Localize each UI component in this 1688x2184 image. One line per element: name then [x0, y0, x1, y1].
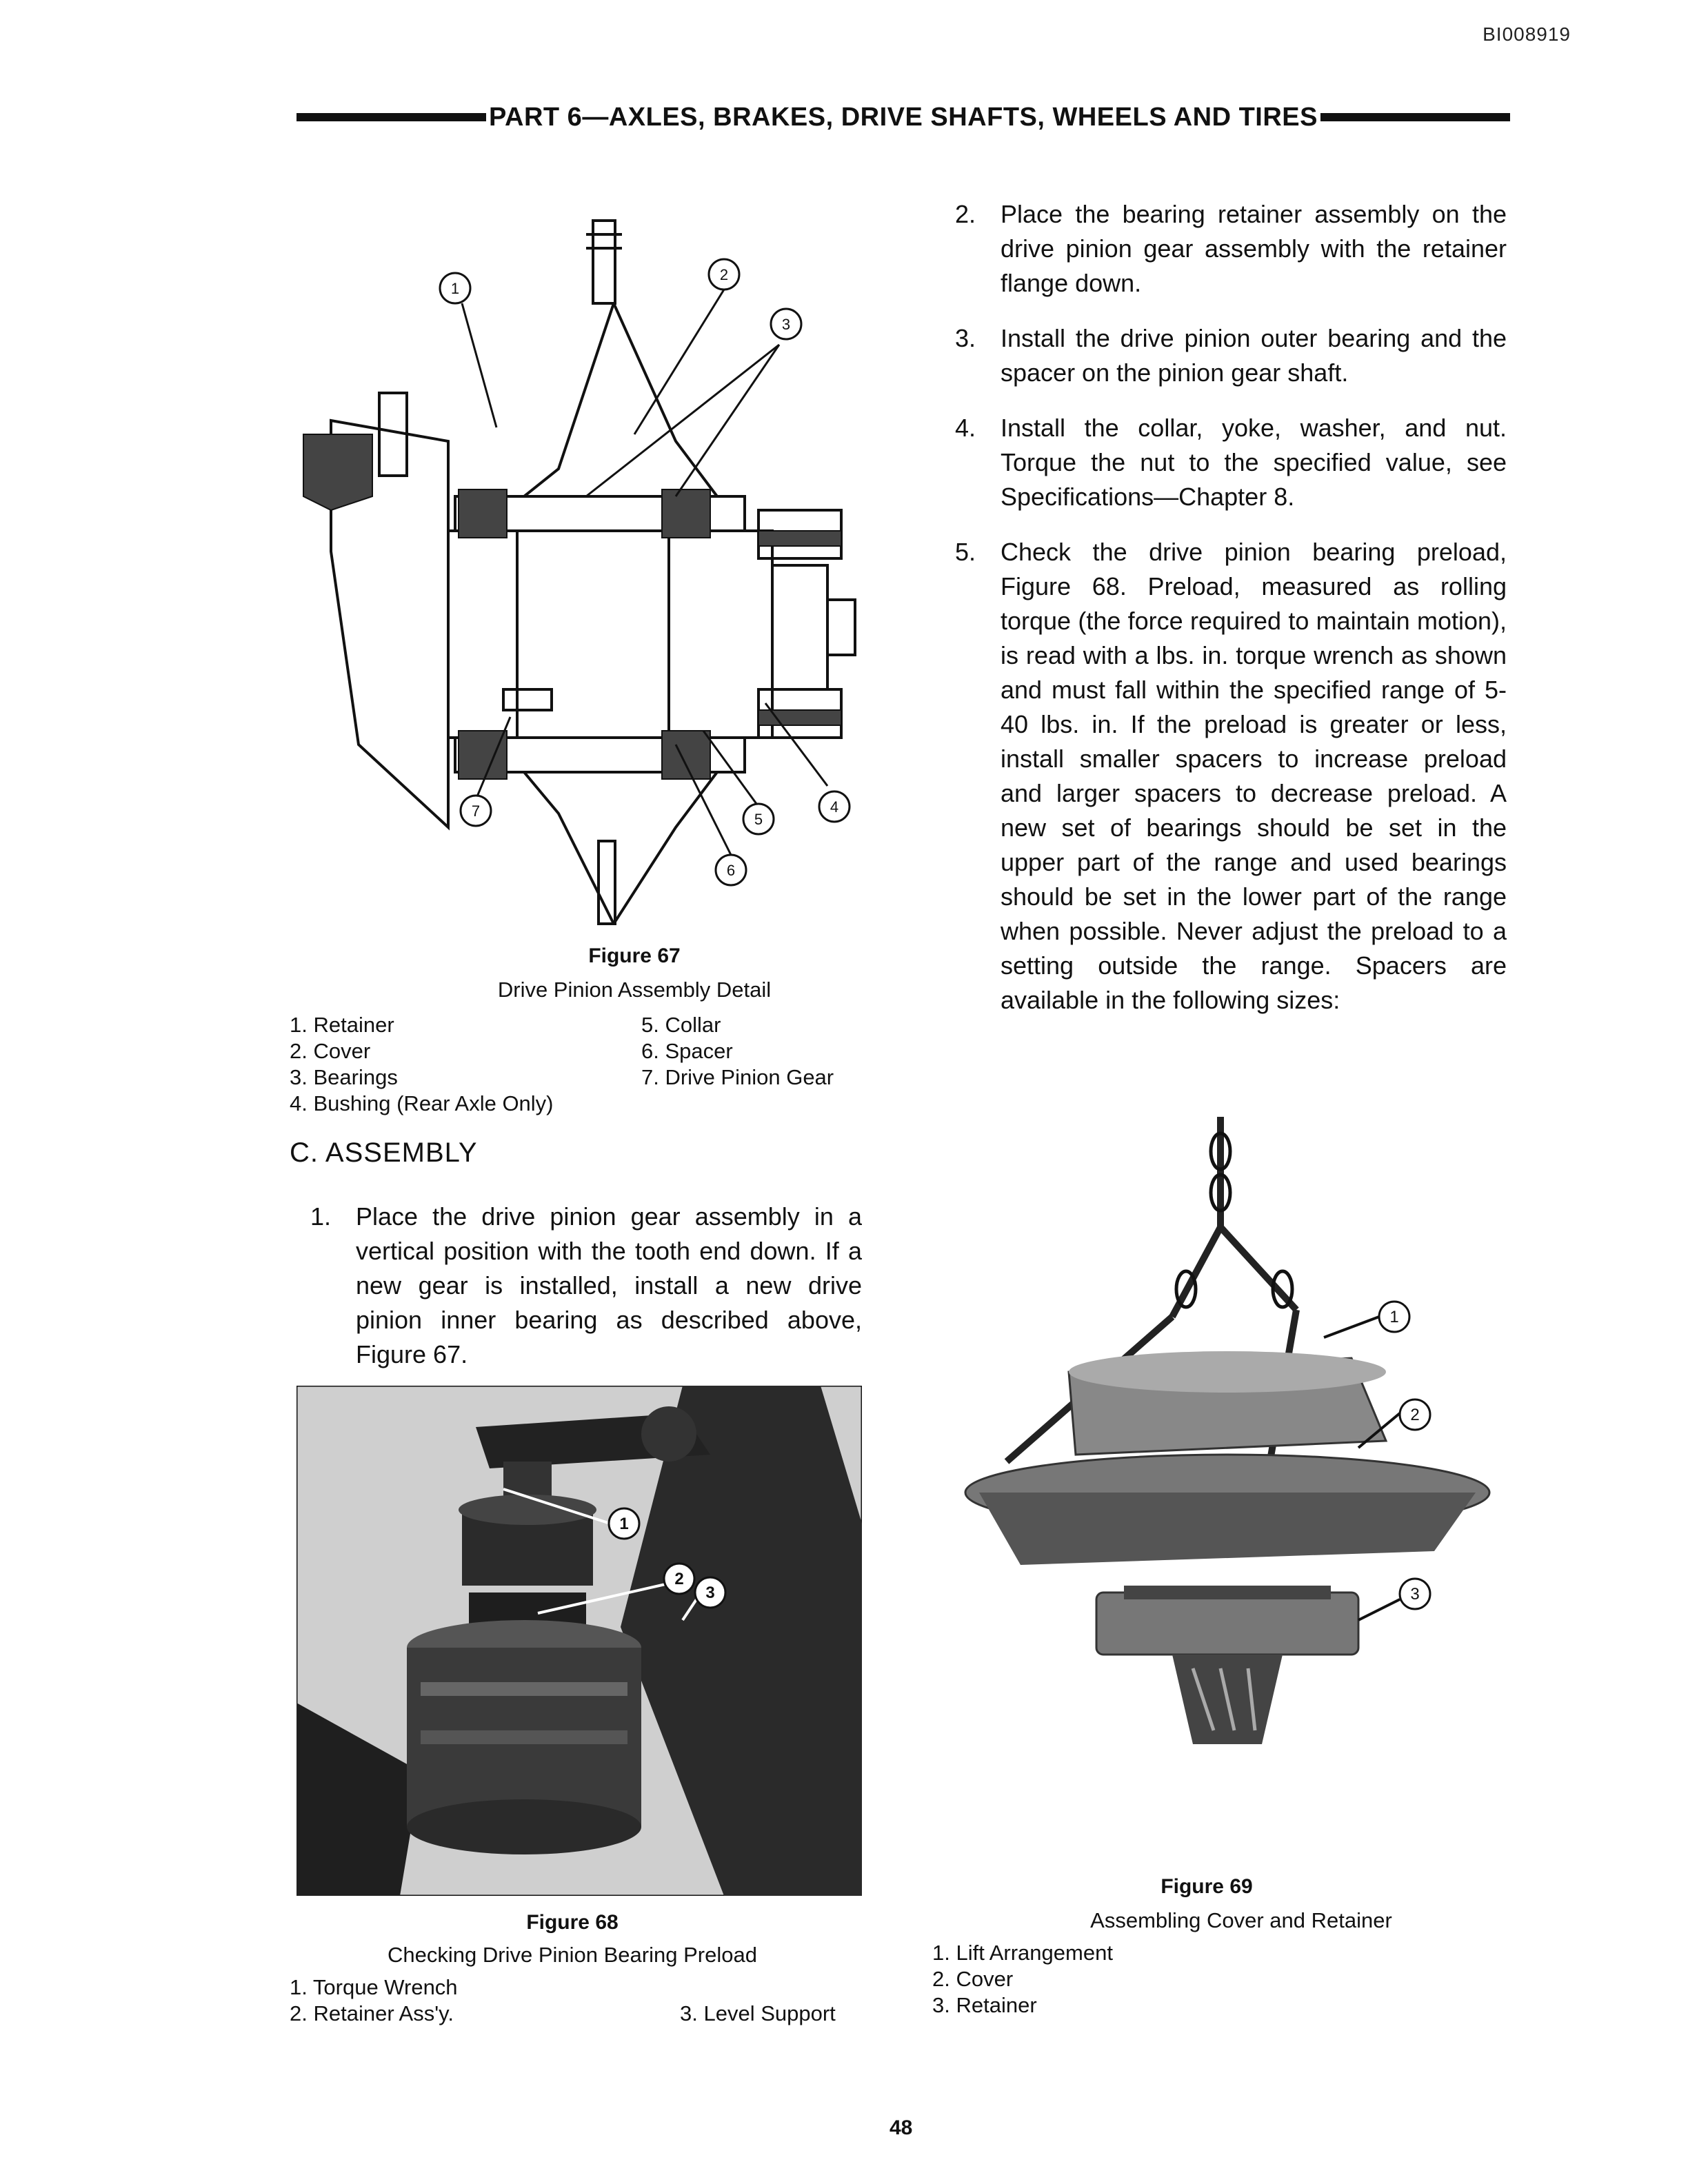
legend-item: 1. Retainer: [290, 1013, 394, 1037]
step-text: Place the bearing retainer assembly on the drive pinion gear assembly with the retainer flange down.: [1001, 200, 1507, 297]
fig69-callout-3: 3: [1410, 1585, 1420, 1604]
legend-item: 4. Bushing (Rear Axle Only): [290, 1091, 554, 1115]
step-5: [955, 535, 1507, 1018]
figure-68-legend-left: [290, 1974, 634, 2027]
step-1: [310, 1200, 862, 1372]
preload-photo: [297, 1386, 862, 1896]
legend-item: 1. Torque Wrench: [290, 1975, 458, 1999]
fig67-callout-1: 1: [450, 280, 460, 297]
figure-67-legend-left: [290, 1012, 634, 1117]
step-4: [955, 411, 1507, 514]
legend-item: 3. Bearings: [290, 1065, 398, 1089]
figure-68-photo: [297, 1386, 862, 1896]
fig67-callout-3: 3: [781, 316, 791, 333]
step-number: 4.: [955, 414, 976, 442]
legend-item: 5. Collar: [641, 1013, 721, 1037]
right-column-steps: [955, 197, 1507, 1018]
drive-pinion-diagram: [290, 207, 869, 931]
figure-68-subtitle: Checking Drive Pinion Bearing Preload: [388, 1943, 757, 1967]
header-rule-right: [1320, 113, 1510, 121]
fig68-callout-3: 3: [705, 1584, 715, 1602]
cover-retainer-photo: [938, 1110, 1503, 1799]
fig67-callout-7: 7: [471, 802, 481, 820]
fig68-callout-2: 2: [674, 1570, 684, 1588]
step-2: [955, 197, 1507, 301]
step-3: [955, 321, 1507, 390]
header-rule-left: [297, 113, 486, 121]
fig69-callout-1: 1: [1389, 1308, 1399, 1326]
legend-item: 7. Drive Pinion Gear: [641, 1065, 834, 1089]
fig67-callout-5: 5: [754, 811, 763, 828]
figure-67-legend-right: [641, 1012, 903, 1091]
fig68-callout-1: 1: [619, 1515, 629, 1533]
step-number: 5.: [955, 538, 976, 566]
step-number: 2.: [955, 200, 976, 228]
fig67-callout-4: 4: [830, 798, 839, 816]
step-number: 1.: [310, 1202, 332, 1231]
fig69-callout-2: 2: [1410, 1406, 1420, 1424]
step-text: Check the drive pinion bearing preload, Figure 68. Preload, measured as rolling torque (the force required to maintain motion), is read with a lbs. in. torque wrench as shown and must fall within the specified range of 5-40 lbs. in. If the preload is greater or less, install smaller spacers to increase preload and larger spacers to decrease preload. A new set of bearings should be set in the upper part of the range and used bearings should be set in the lower part of the range when possible. Never adjust the preload to a setting outside the range. Spacers are available in the following sizes:: [1001, 538, 1507, 1014]
step-text: Install the collar, yoke, washer, and nut. Torque the nut to the specified value, see Specifications—Chapter 8.: [1001, 414, 1507, 511]
figure-67-subtitle: Drive Pinion Assembly Detail: [497, 978, 772, 1002]
legend-item: 2. Retainer Ass'y.: [290, 2001, 454, 2025]
step-text: Install the drive pinion outer bearing and the spacer on the pinion gear shaft.: [1001, 324, 1507, 387]
section-heading: C. ASSEMBLY: [290, 1138, 478, 1168]
part-header: [297, 95, 1510, 139]
header-title: PART 6—AXLES, BRAKES, DRIVE SHAFTS, WHEELS AND TIRES: [489, 102, 1318, 132]
figure-68-title: Figure 68: [526, 1911, 619, 1934]
document-id: BI008919: [1483, 23, 1571, 45]
figure-68-legend-right: [680, 2001, 887, 2027]
legend-item: 2. Cover: [932, 1967, 1014, 1991]
figure-69-legend: [932, 1940, 1277, 2019]
step-number: 3.: [955, 324, 976, 352]
legend-item: 3. Retainer: [932, 1993, 1037, 2017]
figure-67-drawing: [290, 207, 869, 931]
figure-69-photo: [938, 1110, 1503, 1799]
figure-69-subtitle: Assembling Cover and Retainer: [1090, 1908, 1392, 1932]
legend-item: 1. Lift Arrangement: [932, 1941, 1113, 1965]
page-number: 48: [890, 2116, 913, 2139]
legend-item: 6. Spacer: [641, 1039, 733, 1063]
fig67-callout-6: 6: [726, 862, 736, 879]
figure-67-title: Figure 67: [588, 944, 681, 967]
legend-item: 3. Level Support: [680, 2001, 836, 2025]
legend-item: 2. Cover: [290, 1039, 371, 1063]
step-text: Place the drive pinion gear assembly in a vertical position with the tooth end down. If a new gear is installed, install a new drive pinion inner bearing as described above, Figure 67.: [356, 1202, 862, 1368]
fig67-callout-2: 2: [719, 266, 729, 283]
figure-69-title: Figure 69: [1160, 1875, 1253, 1898]
